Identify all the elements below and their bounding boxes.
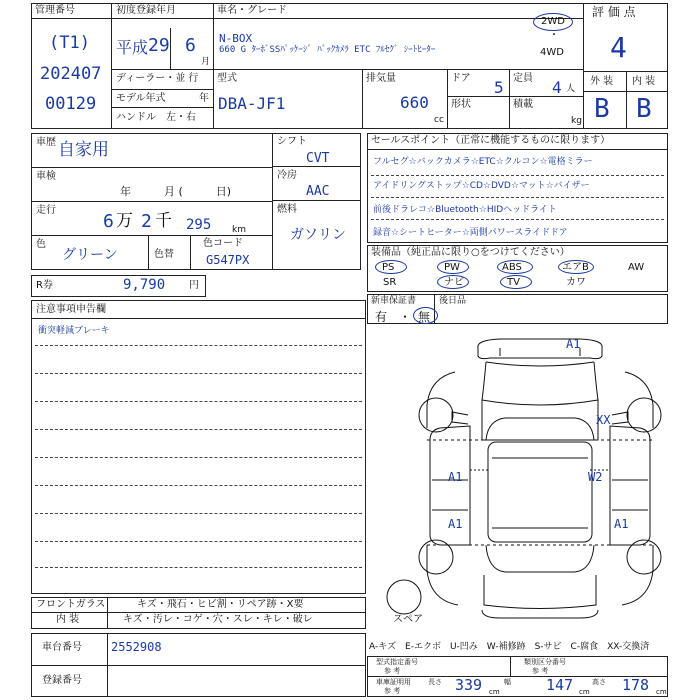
recycle-box [31, 275, 206, 297]
fuel: ガソリン [290, 227, 346, 243]
warranty-label: 新車保証書 [371, 296, 417, 306]
model-code: DBA-JF1 [218, 94, 286, 113]
color-change-label: 色替 [154, 249, 174, 260]
cert-ref: 参 考 [384, 687, 401, 695]
chassis-label: 車台番号 [42, 642, 82, 653]
inspection-date: 年 月 ( 日) [120, 185, 232, 198]
equip-tv: TV [507, 277, 520, 288]
spare-label: スペア [393, 614, 423, 625]
width-value: 147 [546, 676, 574, 694]
equip-abs: ABS [502, 262, 522, 273]
mileage-label: 走行 [36, 205, 56, 216]
front-glass-label: フロントガラス [36, 599, 106, 610]
car-name: N-BOX [219, 32, 253, 45]
equip-sr: SR [383, 277, 397, 288]
height-value: 178 [622, 676, 650, 694]
dealer-label: ディーラー・並 行 [116, 73, 199, 84]
registration-label: 登録番号 [42, 675, 82, 686]
first-reg-label: 初度登録年月 [116, 5, 176, 16]
displacement: 660 [400, 93, 429, 112]
type-cert-label: 型式指定番号 [376, 658, 418, 666]
car-grade: 660 G ﾀｰﾎﾞSSﾊﾟｯｹｰｼﾞ ﾊﾞｯｸｶﾒﾗ ETC ﾌﾙｾｸﾞ ｼｰﾄﾋｰﾀｰ [219, 45, 436, 55]
damage-mark-right-front: XX [596, 413, 611, 427]
equip-tv-circle [500, 275, 532, 289]
drive-dot: ・ [549, 30, 559, 41]
class-ref: 参 考 [532, 667, 549, 675]
equip-navi: ナビ [444, 277, 464, 288]
capacity-unit: 人 [566, 84, 576, 94]
ac-label: 冷房 [277, 170, 297, 181]
equip-ps-circle [375, 260, 407, 274]
equip-navi-circle [437, 275, 469, 289]
equip-pw-circle [437, 260, 469, 274]
recycle-label: R券 [36, 280, 53, 291]
displacement-label: 排気量 [366, 73, 396, 84]
color-code: G547PX [206, 253, 250, 267]
score-label: 評 価 点 [592, 5, 636, 19]
height-label: 高さ [592, 678, 606, 686]
shift-label: シフト [277, 136, 307, 147]
equip-pw: PW [444, 262, 460, 273]
year-unit: 年 [199, 93, 209, 104]
drive-4wd: 4WD [540, 47, 564, 58]
cert-label: 車庫証明用 [376, 678, 411, 686]
history: 自家用 [58, 140, 109, 160]
load-label: 積載 [513, 99, 533, 110]
front-glass-options: キズ・飛石・ヒビ割・リペア跡・X要 [137, 599, 304, 610]
score: 4 [610, 31, 627, 64]
ext-grade: B [594, 94, 610, 124]
recycle-unit: 円 [189, 280, 199, 291]
equip-airbag-circle [558, 260, 594, 274]
sen-unit: 千 [155, 211, 172, 231]
damage-mark-left-front-door: A1 [448, 470, 463, 484]
handle-label: ハンドル 左・右 [116, 112, 196, 123]
carname-label: 車名・グレード [217, 5, 287, 16]
lot-number-1: 202407 [40, 64, 102, 84]
cc-unit: cc [434, 115, 444, 125]
lot-number-2: 00129 [45, 94, 97, 114]
length-value: 339 [455, 676, 483, 694]
drive-2wd: 2WD [541, 16, 565, 27]
model-year-label: モデル年式 [116, 93, 166, 104]
kg-unit: kg [571, 116, 582, 126]
length-cm: cm [489, 688, 500, 696]
equip-ps: PS [382, 262, 395, 273]
lot-t1: (T1) [49, 33, 90, 53]
sales-line-1: フルセグ☆バックカメラ☆ETC☆クルコン☆電格ミラー [373, 157, 593, 167]
equip-airbag: エアB [562, 262, 589, 273]
sales-line-4: 録音☆シートヒーター☆両側パワースライドドア [373, 228, 568, 238]
height-cm: cm [656, 688, 667, 696]
reg-month: 6 [185, 35, 196, 56]
int-label: 内 装 [632, 76, 656, 87]
equipment-title: 装備品（純正品に限り○をつけてください） [371, 247, 570, 258]
sales-line-3: 前後ドラレコ☆Bluetooth☆HIDヘッドライト [373, 205, 557, 215]
ac: AAC [306, 184, 330, 199]
color: グリーン [62, 247, 118, 263]
mileage-rest: 295 [186, 217, 212, 233]
date-label: 後日品 [439, 296, 467, 306]
fuel-label: 燃料 [277, 204, 297, 215]
equip-abs-circle [497, 260, 533, 274]
damage-mark-right-front-door: W2 [588, 470, 603, 484]
equip-leather: カワ [566, 277, 586, 288]
type-label: 型式 [217, 73, 237, 84]
sales-title: セールスポイント（正常に機能するものに限ります） [371, 135, 611, 146]
width-cm: cm [579, 688, 590, 696]
lot-label: 管理番号 [35, 5, 75, 16]
km-unit: km [232, 225, 246, 235]
equip-aw: AW [628, 262, 645, 273]
length-label: 長さ [428, 678, 442, 686]
sales-line-2: アイドリングストップ☆CD☆DVD☆マット☆バイザー [373, 181, 590, 191]
damage-mark-front: A1 [566, 337, 581, 351]
man-unit: 万 [116, 211, 133, 231]
shape-label: 形状 [451, 99, 471, 110]
recycle: 9,790 [123, 277, 166, 293]
capacity: 4 [552, 78, 562, 97]
mileage-sen: 2 [141, 211, 152, 232]
interior-label: 内 装 [56, 614, 80, 625]
interior-options: キズ・汚レ・コゲ・穴・スレ・キレ・破レ [123, 614, 313, 625]
notes-title: 注意事項申告欄 [36, 304, 106, 315]
warranty-yes: 有 [375, 310, 388, 324]
damage-mark-left-rear: A1 [448, 517, 463, 531]
history-label: 車歴 [36, 137, 56, 148]
month-unit: 月 [201, 57, 211, 67]
shift: CVT [306, 151, 330, 166]
era: 平成 [116, 38, 149, 57]
width-label: 幅 [504, 678, 511, 686]
notes-line-1: 衝突軽減ブレーキ [38, 326, 110, 336]
damage-mark-right-rear: A1 [614, 517, 629, 531]
class-label: 類別区分番号 [524, 658, 566, 666]
warranty-no: 無 [418, 310, 431, 324]
color-label: 色 [36, 239, 46, 250]
damage-legend: A-キズ E-エクボ U-凹み W-補修跡 S-サビ C-腐食 XX-交換済 [369, 642, 650, 652]
int-grade: B [636, 94, 652, 124]
chassis-number: 2552908 [111, 640, 162, 654]
type-cert-ref: 参 考 [384, 667, 401, 675]
inspection-label: 車検 [36, 171, 56, 182]
doors-label: ドア [451, 73, 471, 84]
reg-year: 29 [148, 35, 170, 56]
mileage-man: 6 [103, 211, 114, 232]
doors: 5 [494, 78, 504, 97]
ext-label: 外 装 [590, 76, 614, 87]
capacity-label: 定員 [513, 73, 533, 84]
color-code-label: 色コード [203, 238, 243, 249]
warranty-no-circle [413, 307, 438, 324]
